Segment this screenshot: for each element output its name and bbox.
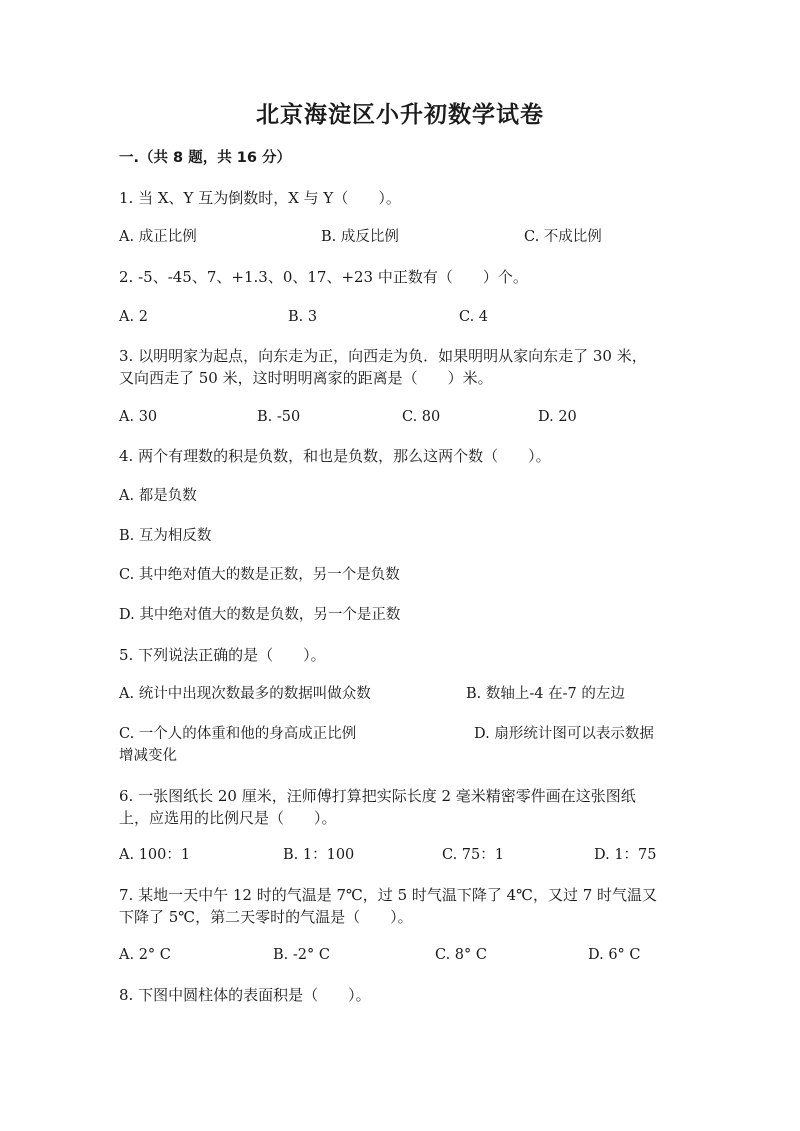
question-7-stem-line-2: 下降了 5℃，第二天零时的气温是（ ）。 <box>119 908 413 926</box>
question-4-option-a: A. 都是负数 <box>119 488 197 504</box>
question-5-stem: 5. 下列说法正确的是（ ）。 <box>119 646 326 664</box>
question-4-option-d: D. 其中绝对值大的数是负数，另一个是正数 <box>119 607 401 623</box>
question-4-stem: 4. 两个有理数的积是负数，和也是负数，那么这两个数（ ）。 <box>119 447 551 465</box>
question-6-option-d: D. 1：75 <box>594 847 657 863</box>
question-5-option-a: A. 统计中出现次数最多的数据叫做众数 <box>119 686 371 702</box>
question-5-option-d-continued: 增减变化 <box>119 748 177 764</box>
question-5-option-b: B. 数轴上-4 在-7 的左边 <box>466 686 625 702</box>
question-7-option-b: B. -2° C <box>273 947 330 963</box>
section-heading: 一.（共 8 题，共 16 分） <box>119 150 291 166</box>
question-7-stem-line-1: 7. 某地一天中午 12 时的气温是 7℃，过 5 时气温下降了 4℃，又过 7 时气温又 <box>119 886 658 904</box>
question-3-option-b: B. -50 <box>257 409 301 425</box>
question-4-option-b: B. 互为相反数 <box>119 528 212 544</box>
question-6-stem-line-1: 6. 一张图纸长 20 厘米，汪师傅打算把实际长度 2 毫米精密零件画在这张图纸 <box>119 787 636 805</box>
question-7-option-c: C. 8° C <box>435 947 487 963</box>
question-5-option-d: D. 扇形统计图可以表示数据 <box>474 726 654 742</box>
question-6-option-a: A. 100：1 <box>119 847 191 863</box>
question-6-option-c: C. 75：1 <box>442 847 504 863</box>
question-3-option-a: A. 30 <box>119 409 158 425</box>
question-2-option-b: B. 3 <box>288 309 318 325</box>
question-6-stem-line-2: 上，应选用的比例尺是（ ）。 <box>119 809 337 827</box>
question-1-option-c: C. 不成比例 <box>524 229 602 245</box>
question-6-option-b: B. 1：100 <box>283 847 355 863</box>
question-3-stem-line-1: 3. 以明明家为起点，向东走为正，向西走为负．如果明明从家向东走了 30 米， <box>119 347 647 365</box>
question-3-option-c: C. 80 <box>402 409 441 425</box>
question-2-option-c: C. 4 <box>459 309 489 325</box>
page-title: 北京海淀区小升初数学试卷 <box>256 102 544 128</box>
question-7-option-d: D. 6° C <box>588 947 641 963</box>
question-5-option-c: C. 一个人的体重和他的身高成正比例 <box>119 726 357 742</box>
question-3-option-d: D. 20 <box>538 409 577 425</box>
question-1-stem: 1. 当 X、Y 互为倒数时，X 与 Y（ ）。 <box>119 189 401 207</box>
question-2-option-a: A. 2 <box>119 309 148 325</box>
question-1-option-b: B. 成反比例 <box>321 229 399 245</box>
question-2-stem: 2. -5、-45、7、+1.3、0、17、+23 中正数有（ ）个。 <box>119 268 528 286</box>
question-8-stem: 8. 下图中圆柱体的表面积是（ ）。 <box>119 986 371 1004</box>
question-3-stem-line-2: 又向西走了 50 米，这时明明离家的距离是（ ）米。 <box>119 369 493 387</box>
question-1-option-a: A. 成正比例 <box>119 229 197 245</box>
question-4-option-c: C. 其中绝对值大的数是正数，另一个是负数 <box>119 567 400 583</box>
question-7-option-a: A. 2° C <box>119 947 171 963</box>
